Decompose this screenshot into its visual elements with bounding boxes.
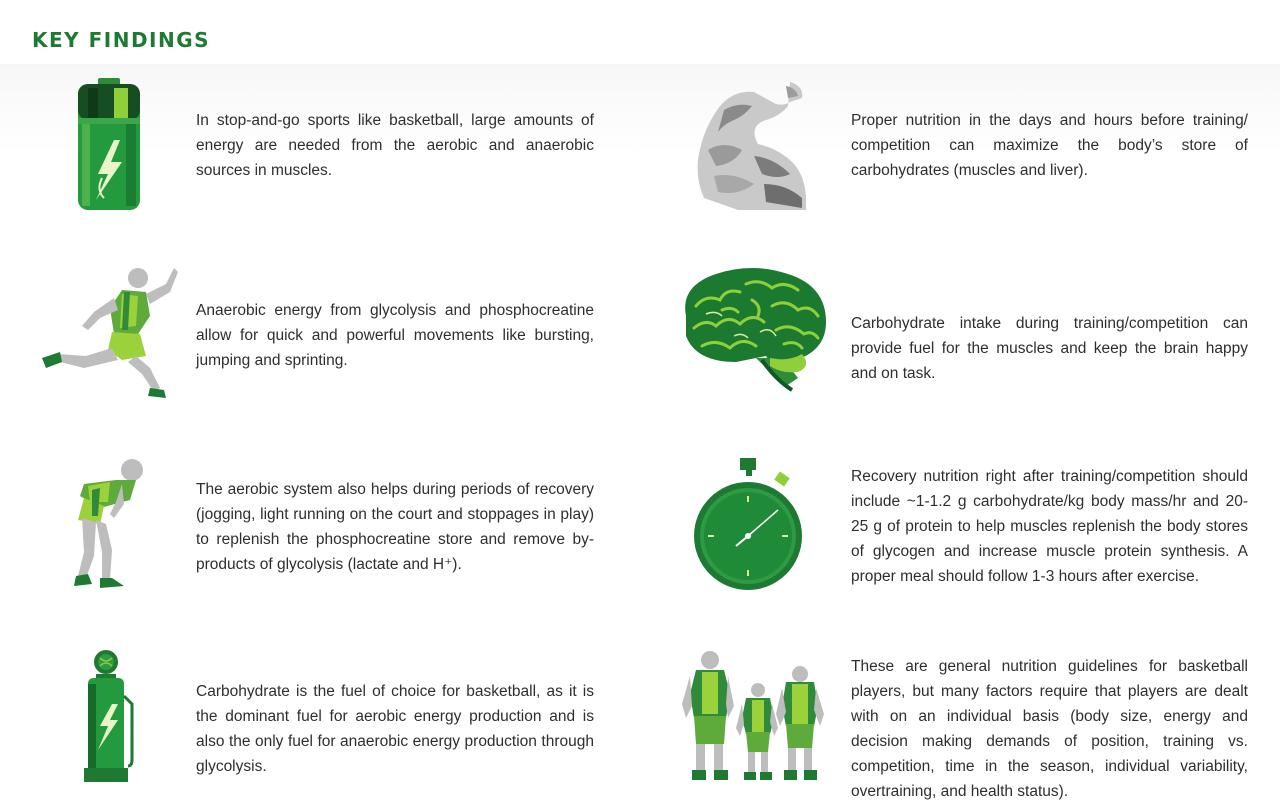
battery-icon xyxy=(74,78,144,212)
finding-text: Proper nutrition in the days and hours before training/ competition can maximize the body’s store of carbohydrates (muscles and liver). xyxy=(851,112,1248,179)
finding-text: Carbohydrate intake during training/competition can provide fuel for the muscles and keep the brain happy and on task. xyxy=(851,315,1248,382)
finding-text: Recovery nutrition right after training/competition should include ~1-1.2 g carbohydrate/kg body mass/hr and 20-25 g of protein to help muscles replenish the body stores of glycogen and increase muscle protein synthesis. A proper meal should follow 1-3 hours after exercise. xyxy=(851,468,1248,585)
stopwatch-icon xyxy=(694,458,806,592)
page-title: KEY FINDINGS xyxy=(32,28,211,52)
finding-text: The aerobic system also helps during periods of recovery (jogging, light running on the court and stoppages in play) to replenish the phosphocreatine store and remove by-products of glycolysis (lactate and H⁺). xyxy=(196,481,594,573)
flexed-arm-icon xyxy=(694,80,810,212)
finding-text: Anaerobic energy from glycolysis and phosphocreatine allow for quick and powerful movements like bursting, jumping and sprinting. xyxy=(196,302,594,369)
finding-text: Carbohydrate is the fuel of choice for basketball, as it is the dominant fuel for aerobic energy production and is also the only fuel for anaerobic energy production through glycolysis. xyxy=(196,683,594,775)
sprinting-player-icon xyxy=(38,264,180,402)
finding-text: These are general nutrition guidelines for basketball players, but many factors require that players are dealt with on an individual basis (body size, energy and decision making demands of position, training vs. competition, time in the season, individual variability, overtraining, and health status). xyxy=(851,658,1248,800)
resting-player-icon xyxy=(70,456,150,592)
fuel-pump-icon xyxy=(82,650,136,784)
brain-icon xyxy=(676,266,830,394)
basketball-team-icon xyxy=(674,648,830,784)
finding-text: In stop-and-go sports like basketball, large amounts of energy are needed from the aerobic and anaerobic sources in muscles. xyxy=(196,112,594,179)
